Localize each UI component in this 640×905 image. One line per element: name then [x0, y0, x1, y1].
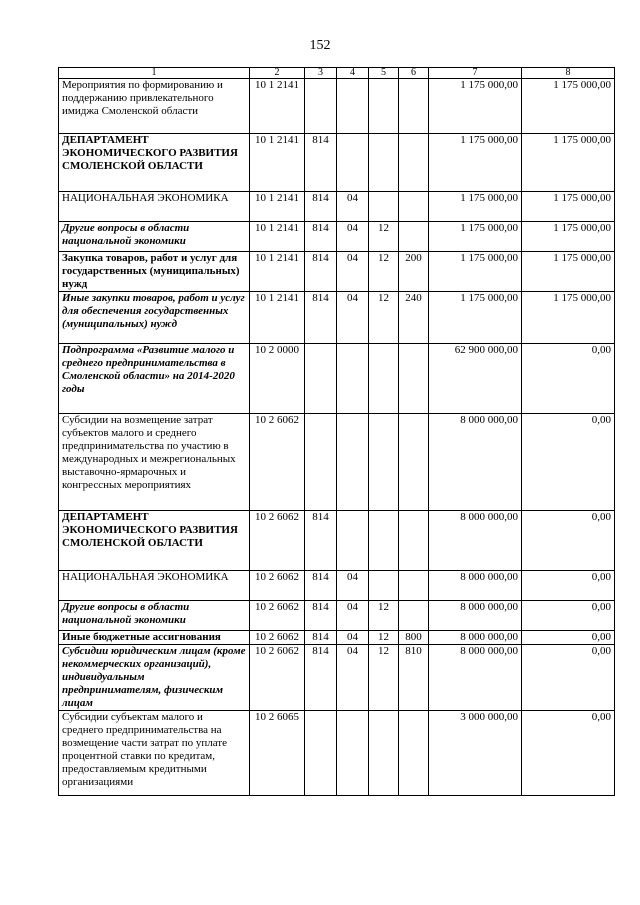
item-name: Закупка товаров, работ и услуг для государственных (муниципальных) нужд — [59, 252, 250, 292]
target-code: 10 2 6065 — [250, 711, 305, 796]
amount-year-2: 0,00 — [522, 631, 615, 645]
department-code: 814 — [305, 134, 337, 192]
subsection-code — [369, 711, 399, 796]
amount-year-1: 8 000 000,00 — [429, 511, 522, 571]
item-name: ДЕПАРТАМЕНТ ЭКОНОМИЧЕСКОГО РАЗВИТИЯ СМОЛЕНСКОЙ ОБЛАСТИ — [59, 134, 250, 192]
target-code: 10 1 2141 — [250, 79, 305, 134]
expense-type-code — [399, 344, 429, 414]
section-code: 04 — [337, 571, 369, 601]
column-number: 8 — [522, 68, 615, 79]
expense-type-code: 800 — [399, 631, 429, 645]
subsection-code — [369, 79, 399, 134]
amount-year-1: 8 000 000,00 — [429, 414, 522, 511]
expense-type-code — [399, 414, 429, 511]
department-code: 814 — [305, 631, 337, 645]
budget-table — [58, 67, 615, 796]
column-number: 2 — [250, 68, 305, 79]
section-code: 04 — [337, 252, 369, 292]
subsection-code: 12 — [369, 222, 399, 252]
amount-year-2: 1 175 000,00 — [522, 222, 615, 252]
column-number-row — [59, 68, 615, 79]
amount-year-1: 1 175 000,00 — [429, 292, 522, 344]
item-name: Иные закупки товаров, работ и услуг для обеспечения государственных (муниципальных) нужд — [59, 292, 250, 344]
subsection-code — [369, 414, 399, 511]
target-code: 10 2 6062 — [250, 414, 305, 511]
amount-year-2: 1 175 000,00 — [522, 192, 615, 222]
expense-type-code: 240 — [399, 292, 429, 344]
amount-year-1: 62 900 000,00 — [429, 344, 522, 414]
amount-year-1: 3 000 000,00 — [429, 711, 522, 796]
table-row — [59, 252, 615, 292]
department-code: 814 — [305, 252, 337, 292]
amount-year-2: 1 175 000,00 — [522, 292, 615, 344]
item-name: Подпрограмма «Развитие малого и среднего предпринимательства в Смоленской области» на 2014-2020 годы — [59, 344, 250, 414]
table-row — [59, 631, 615, 645]
amount-year-2: 0,00 — [522, 511, 615, 571]
section-code: 04 — [337, 292, 369, 344]
column-number: 4 — [337, 68, 369, 79]
table-row — [59, 645, 615, 711]
expense-type-code — [399, 192, 429, 222]
expense-type-code — [399, 222, 429, 252]
expense-type-code: 810 — [399, 645, 429, 711]
subsection-code — [369, 134, 399, 192]
department-code: 814 — [305, 571, 337, 601]
department-code: 814 — [305, 222, 337, 252]
target-code: 10 2 6062 — [250, 631, 305, 645]
item-name: НАЦИОНАЛЬНАЯ ЭКОНОМИКА — [59, 192, 250, 222]
expense-type-code — [399, 601, 429, 631]
subsection-code — [369, 344, 399, 414]
subsection-code: 12 — [369, 601, 399, 631]
target-code: 10 2 6062 — [250, 511, 305, 571]
amount-year-1: 1 175 000,00 — [429, 79, 522, 134]
subsection-code: 12 — [369, 631, 399, 645]
section-code: 04 — [337, 645, 369, 711]
section-code: 04 — [337, 192, 369, 222]
department-code — [305, 79, 337, 134]
department-code: 814 — [305, 601, 337, 631]
target-code: 10 2 0000 — [250, 344, 305, 414]
amount-year-1: 8 000 000,00 — [429, 571, 522, 601]
table-row — [59, 192, 615, 222]
amount-year-2: 0,00 — [522, 711, 615, 796]
department-code — [305, 711, 337, 796]
expense-type-code — [399, 571, 429, 601]
amount-year-1: 8 000 000,00 — [429, 601, 522, 631]
subsection-code: 12 — [369, 252, 399, 292]
item-name: НАЦИОНАЛЬНАЯ ЭКОНОМИКА — [59, 571, 250, 601]
amount-year-1: 1 175 000,00 — [429, 222, 522, 252]
subsection-code — [369, 192, 399, 222]
table-row — [59, 344, 615, 414]
expense-type-code: 200 — [399, 252, 429, 292]
column-number: 7 — [429, 68, 522, 79]
section-code: 04 — [337, 631, 369, 645]
item-name: Субсидии на возмещение затрат субъектов малого и среднего предпринимательства по участию в международных и межрегиональных выставочно-ярмарочных и конгрессных мероприятиях — [59, 414, 250, 511]
item-name: Иные бюджетные ассигнования — [59, 631, 250, 645]
target-code: 10 2 6062 — [250, 645, 305, 711]
column-number: 6 — [399, 68, 429, 79]
amount-year-1: 1 175 000,00 — [429, 252, 522, 292]
target-code: 10 1 2141 — [250, 252, 305, 292]
expense-type-code — [399, 711, 429, 796]
table-row — [59, 222, 615, 252]
section-code — [337, 79, 369, 134]
amount-year-2: 1 175 000,00 — [522, 252, 615, 292]
section-code — [337, 414, 369, 511]
table-row — [59, 571, 615, 601]
amount-year-2: 0,00 — [522, 414, 615, 511]
department-code — [305, 344, 337, 414]
item-name: Субсидии юридическим лицам (кроме некоммерческих организаций), индивидуальным предпринимателям, физическим лицам — [59, 645, 250, 711]
amount-year-2: 0,00 — [522, 571, 615, 601]
amount-year-2: 0,00 — [522, 645, 615, 711]
column-number: 1 — [59, 68, 250, 79]
department-code: 814 — [305, 192, 337, 222]
table-row — [59, 79, 615, 134]
page-number: 152 — [309, 38, 331, 53]
target-code: 10 1 2141 — [250, 134, 305, 192]
table-row — [59, 511, 615, 571]
table-row — [59, 414, 615, 511]
department-code: 814 — [305, 292, 337, 344]
target-code: 10 1 2141 — [250, 222, 305, 252]
column-number: 5 — [369, 68, 399, 79]
table-row — [59, 292, 615, 344]
department-code: 814 — [305, 645, 337, 711]
amount-year-2: 0,00 — [522, 344, 615, 414]
section-code — [337, 134, 369, 192]
amount-year-1: 8 000 000,00 — [429, 631, 522, 645]
amount-year-1: 8 000 000,00 — [429, 645, 522, 711]
target-code: 10 2 6062 — [250, 601, 305, 631]
section-code — [337, 344, 369, 414]
item-name: Другие вопросы в области национальной экономики — [59, 222, 250, 252]
item-name: ДЕПАРТАМЕНТ ЭКОНОМИЧЕСКОГО РАЗВИТИЯ СМОЛЕНСКОЙ ОБЛАСТИ — [59, 511, 250, 571]
amount-year-2: 1 175 000,00 — [522, 134, 615, 192]
amount-year-2: 0,00 — [522, 601, 615, 631]
item-name: Другие вопросы в области национальной экономики — [59, 601, 250, 631]
item-name: Субсидии субъектам малого и среднего предпринимательства на возмещение части затрат по уплате процентной ставки по кредитам, предоставляемым кредитными организациями — [59, 711, 250, 796]
section-code — [337, 511, 369, 571]
expense-type-code — [399, 511, 429, 571]
amount-year-1: 1 175 000,00 — [429, 192, 522, 222]
department-code: 814 — [305, 511, 337, 571]
target-code: 10 1 2141 — [250, 292, 305, 344]
subsection-code — [369, 571, 399, 601]
subsection-code: 12 — [369, 292, 399, 344]
amount-year-2: 1 175 000,00 — [522, 79, 615, 134]
target-code: 10 1 2141 — [250, 192, 305, 222]
table-row — [59, 711, 615, 796]
target-code: 10 2 6062 — [250, 571, 305, 601]
department-code — [305, 414, 337, 511]
item-name: Мероприятия по формированию и поддержанию привлекательного имиджа Смоленской области — [59, 79, 250, 134]
section-code — [337, 711, 369, 796]
subsection-code — [369, 511, 399, 571]
section-code: 04 — [337, 601, 369, 631]
subsection-code: 12 — [369, 645, 399, 711]
table-row — [59, 134, 615, 192]
expense-type-code — [399, 79, 429, 134]
table-row — [59, 601, 615, 631]
column-number: 3 — [305, 68, 337, 79]
amount-year-1: 1 175 000,00 — [429, 134, 522, 192]
expense-type-code — [399, 134, 429, 192]
section-code: 04 — [337, 222, 369, 252]
